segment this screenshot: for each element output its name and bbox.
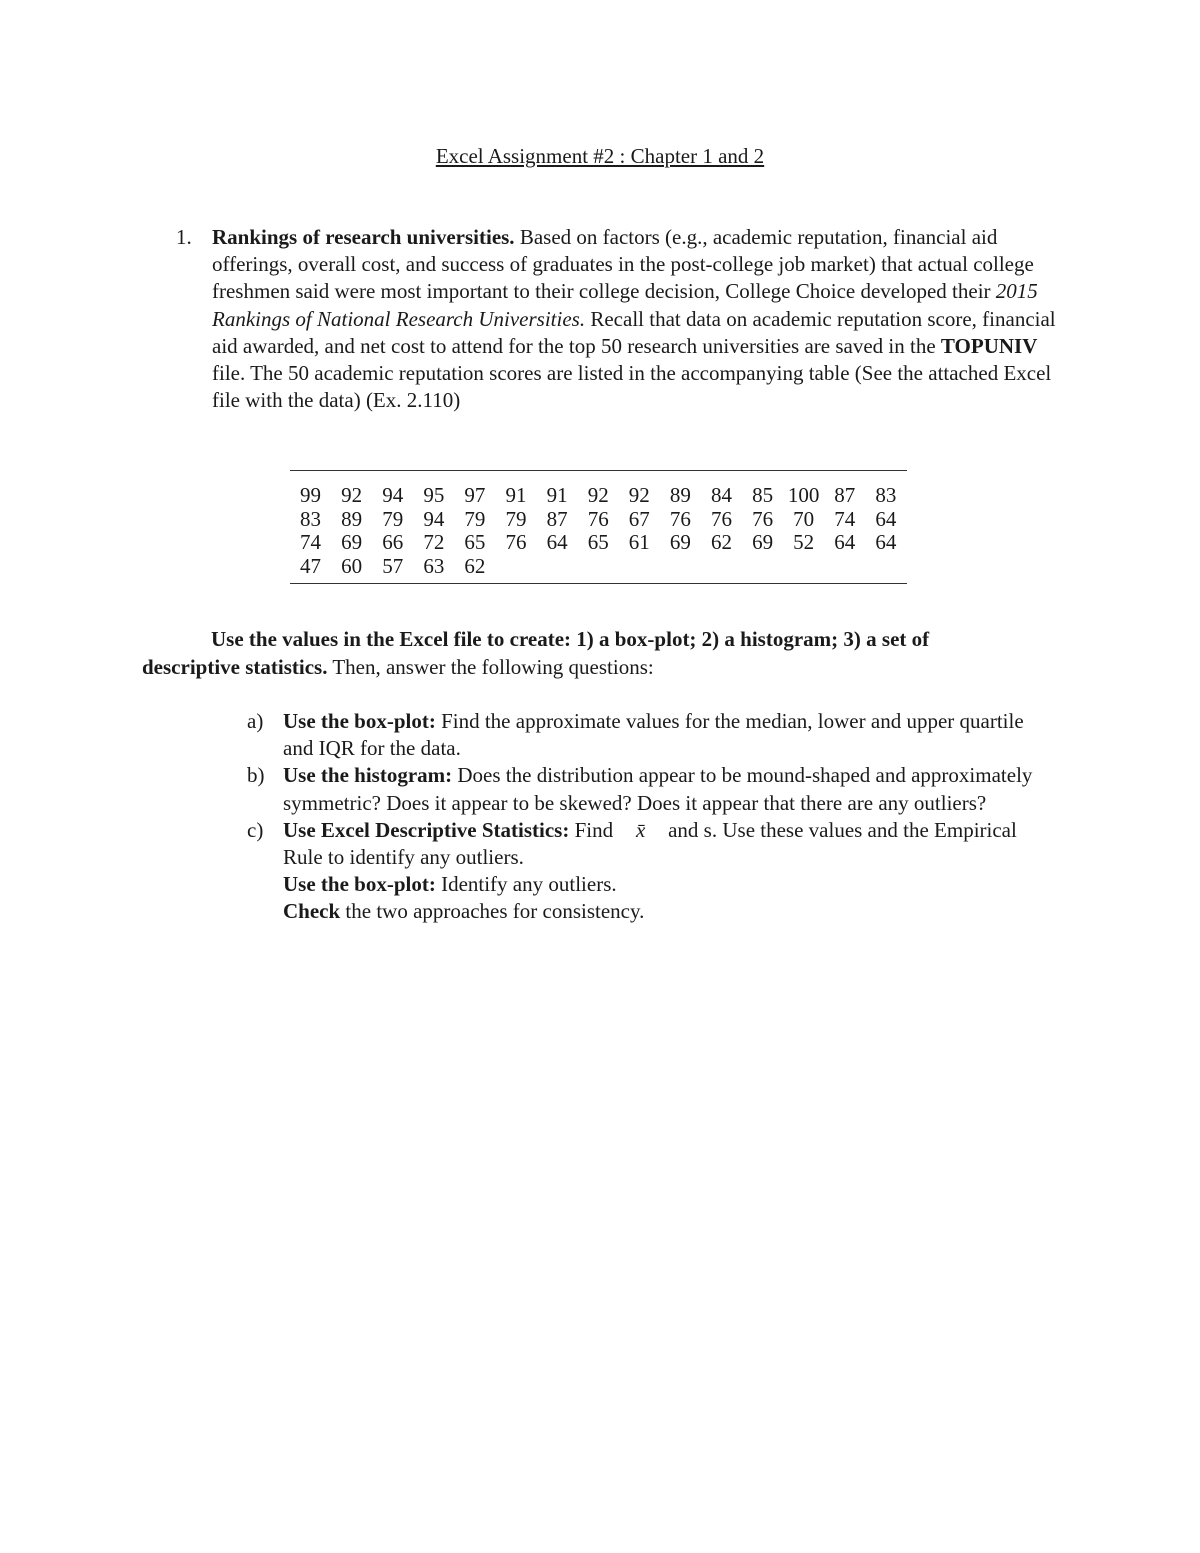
score-cell: 52	[793, 530, 815, 554]
score-cell: 79	[505, 506, 527, 531]
part-a-text: Find the approximate values for the median, lower and upper quartile and IQR for the data.	[283, 709, 1024, 761]
scores-grid	[290, 471, 907, 583]
part-label: a)	[247, 709, 264, 733]
score-cell: 67	[628, 506, 650, 531]
score-cell: 66	[382, 530, 404, 554]
part-c-line3-bold: Check	[283, 899, 341, 924]
part-label: b)	[247, 763, 265, 788]
score-cell: 76	[587, 506, 609, 531]
part-b	[247, 762, 1047, 816]
score-cell: 74	[300, 530, 322, 554]
rankings-title: 2015 Rankings of National Research Universities.	[212, 279, 1038, 331]
part-c-line3-text: the two approaches for consistency.	[340, 899, 645, 924]
score-cell: 89	[669, 483, 691, 507]
score-cell: 95	[423, 483, 445, 507]
score-cell: 69	[669, 530, 691, 554]
score-cell: 60	[341, 553, 363, 578]
score-cell: 92	[628, 483, 650, 507]
question-text-3: file. The 50 academic reputation scores are listed in the accompanying table (See the attached Excel file with the data) (Ex. 2.110)	[212, 361, 1052, 413]
score-cell: 87	[834, 483, 856, 507]
score-cell: 76	[505, 530, 527, 554]
score-cell: 99	[300, 483, 322, 507]
score-cell: 64	[546, 530, 568, 554]
part-c	[247, 817, 1047, 926]
score-cell: 69	[752, 530, 774, 554]
score-cell: 91	[546, 483, 568, 507]
score-cell: 64	[875, 530, 897, 554]
score-cell: 92	[587, 483, 609, 507]
x-bar-symbol: x̄	[635, 817, 646, 842]
score-cell: 100	[787, 483, 820, 507]
question-number: 1.	[176, 225, 192, 249]
score-cell: 64	[834, 530, 856, 554]
score-cell: 64	[875, 506, 897, 531]
score-cell: 79	[382, 506, 404, 531]
question-text-2: Recall that data on academic reputation score, financial aid awarded, and net cost to attend for the top 50 research universities are saved in the	[212, 306, 1056, 358]
part-a-bold: Use the box-plot:	[283, 709, 436, 733]
score-cell: 79	[464, 506, 486, 531]
question-parts	[247, 708, 1047, 926]
score-cell: 97	[464, 483, 486, 507]
part-c-line2-text: Identify any outliers.	[435, 872, 617, 897]
question-text-1: Based on factors (e.g., academic reputation, financial aid offerings, overall cost, and success of graduates in the post-college job market) that actual college freshmen said were most important to their college decision, College Choice developed their	[212, 225, 1034, 304]
score-cell: 62	[710, 530, 732, 554]
score-cell: 74	[834, 506, 856, 531]
score-cell: 65	[464, 530, 486, 554]
score-cell: 70	[793, 506, 815, 531]
instructions	[142, 626, 1032, 681]
score-cell: 83	[300, 506, 322, 531]
score-cell: 76	[710, 506, 732, 531]
score-cell: 65	[587, 530, 609, 554]
part-a	[247, 708, 1047, 762]
part-c-bold: Use Excel Descriptive Statistics:	[283, 817, 570, 842]
part-b-bold: Use the histogram:	[283, 763, 453, 788]
part-c-text-post: and s. Use these values and the Empirical Rule to identify any outliers.	[283, 817, 1017, 870]
file-name: TOPUNIV	[940, 333, 1038, 358]
question-1	[176, 224, 1066, 414]
score-cell: 94	[382, 483, 404, 507]
score-cell: 87	[546, 506, 568, 531]
table-bottom-rule	[290, 583, 907, 584]
score-cell: 76	[752, 506, 774, 531]
instructions-bold: Use the values in the Excel file to create: 1) a box-plot; 2) a histogram; 3) a set of descriptive statistics.	[142, 627, 930, 679]
score-cell: 69	[341, 530, 363, 554]
score-cell: 62	[464, 553, 486, 578]
score-cell: 94	[423, 506, 445, 531]
part-b-text: Does the distribution appear to be mound-shaped and approximately symmetric? Does it appear to be skewed? Does it appear that there are any outliers?	[283, 763, 1033, 815]
score-cell: 61	[628, 530, 650, 554]
score-cell: 47	[300, 553, 322, 578]
part-c-text-pre: Find	[569, 817, 614, 842]
instructions-text: Then, answer the following questions:	[327, 654, 654, 679]
score-cell: 57	[382, 553, 404, 578]
score-cell: 85	[752, 483, 774, 507]
score-cell: 89	[341, 506, 363, 531]
score-cell: 63	[423, 553, 445, 578]
score-cell: 83	[875, 483, 897, 507]
score-cell: 92	[341, 483, 363, 507]
part-label: c)	[247, 817, 264, 842]
part-c-line2-bold: Use the box-plot:	[283, 872, 436, 897]
page-title: Excel Assignment #2 : Chapter 1 and 2	[435, 144, 765, 168]
question-1-body	[212, 224, 1066, 414]
score-cell: 91	[505, 483, 527, 507]
question-heading: Rankings of research universities.	[212, 225, 515, 249]
score-cell: 72	[423, 530, 445, 554]
score-cell: 84	[710, 483, 732, 507]
score-cell: 76	[669, 506, 691, 531]
scores-table	[290, 470, 907, 584]
